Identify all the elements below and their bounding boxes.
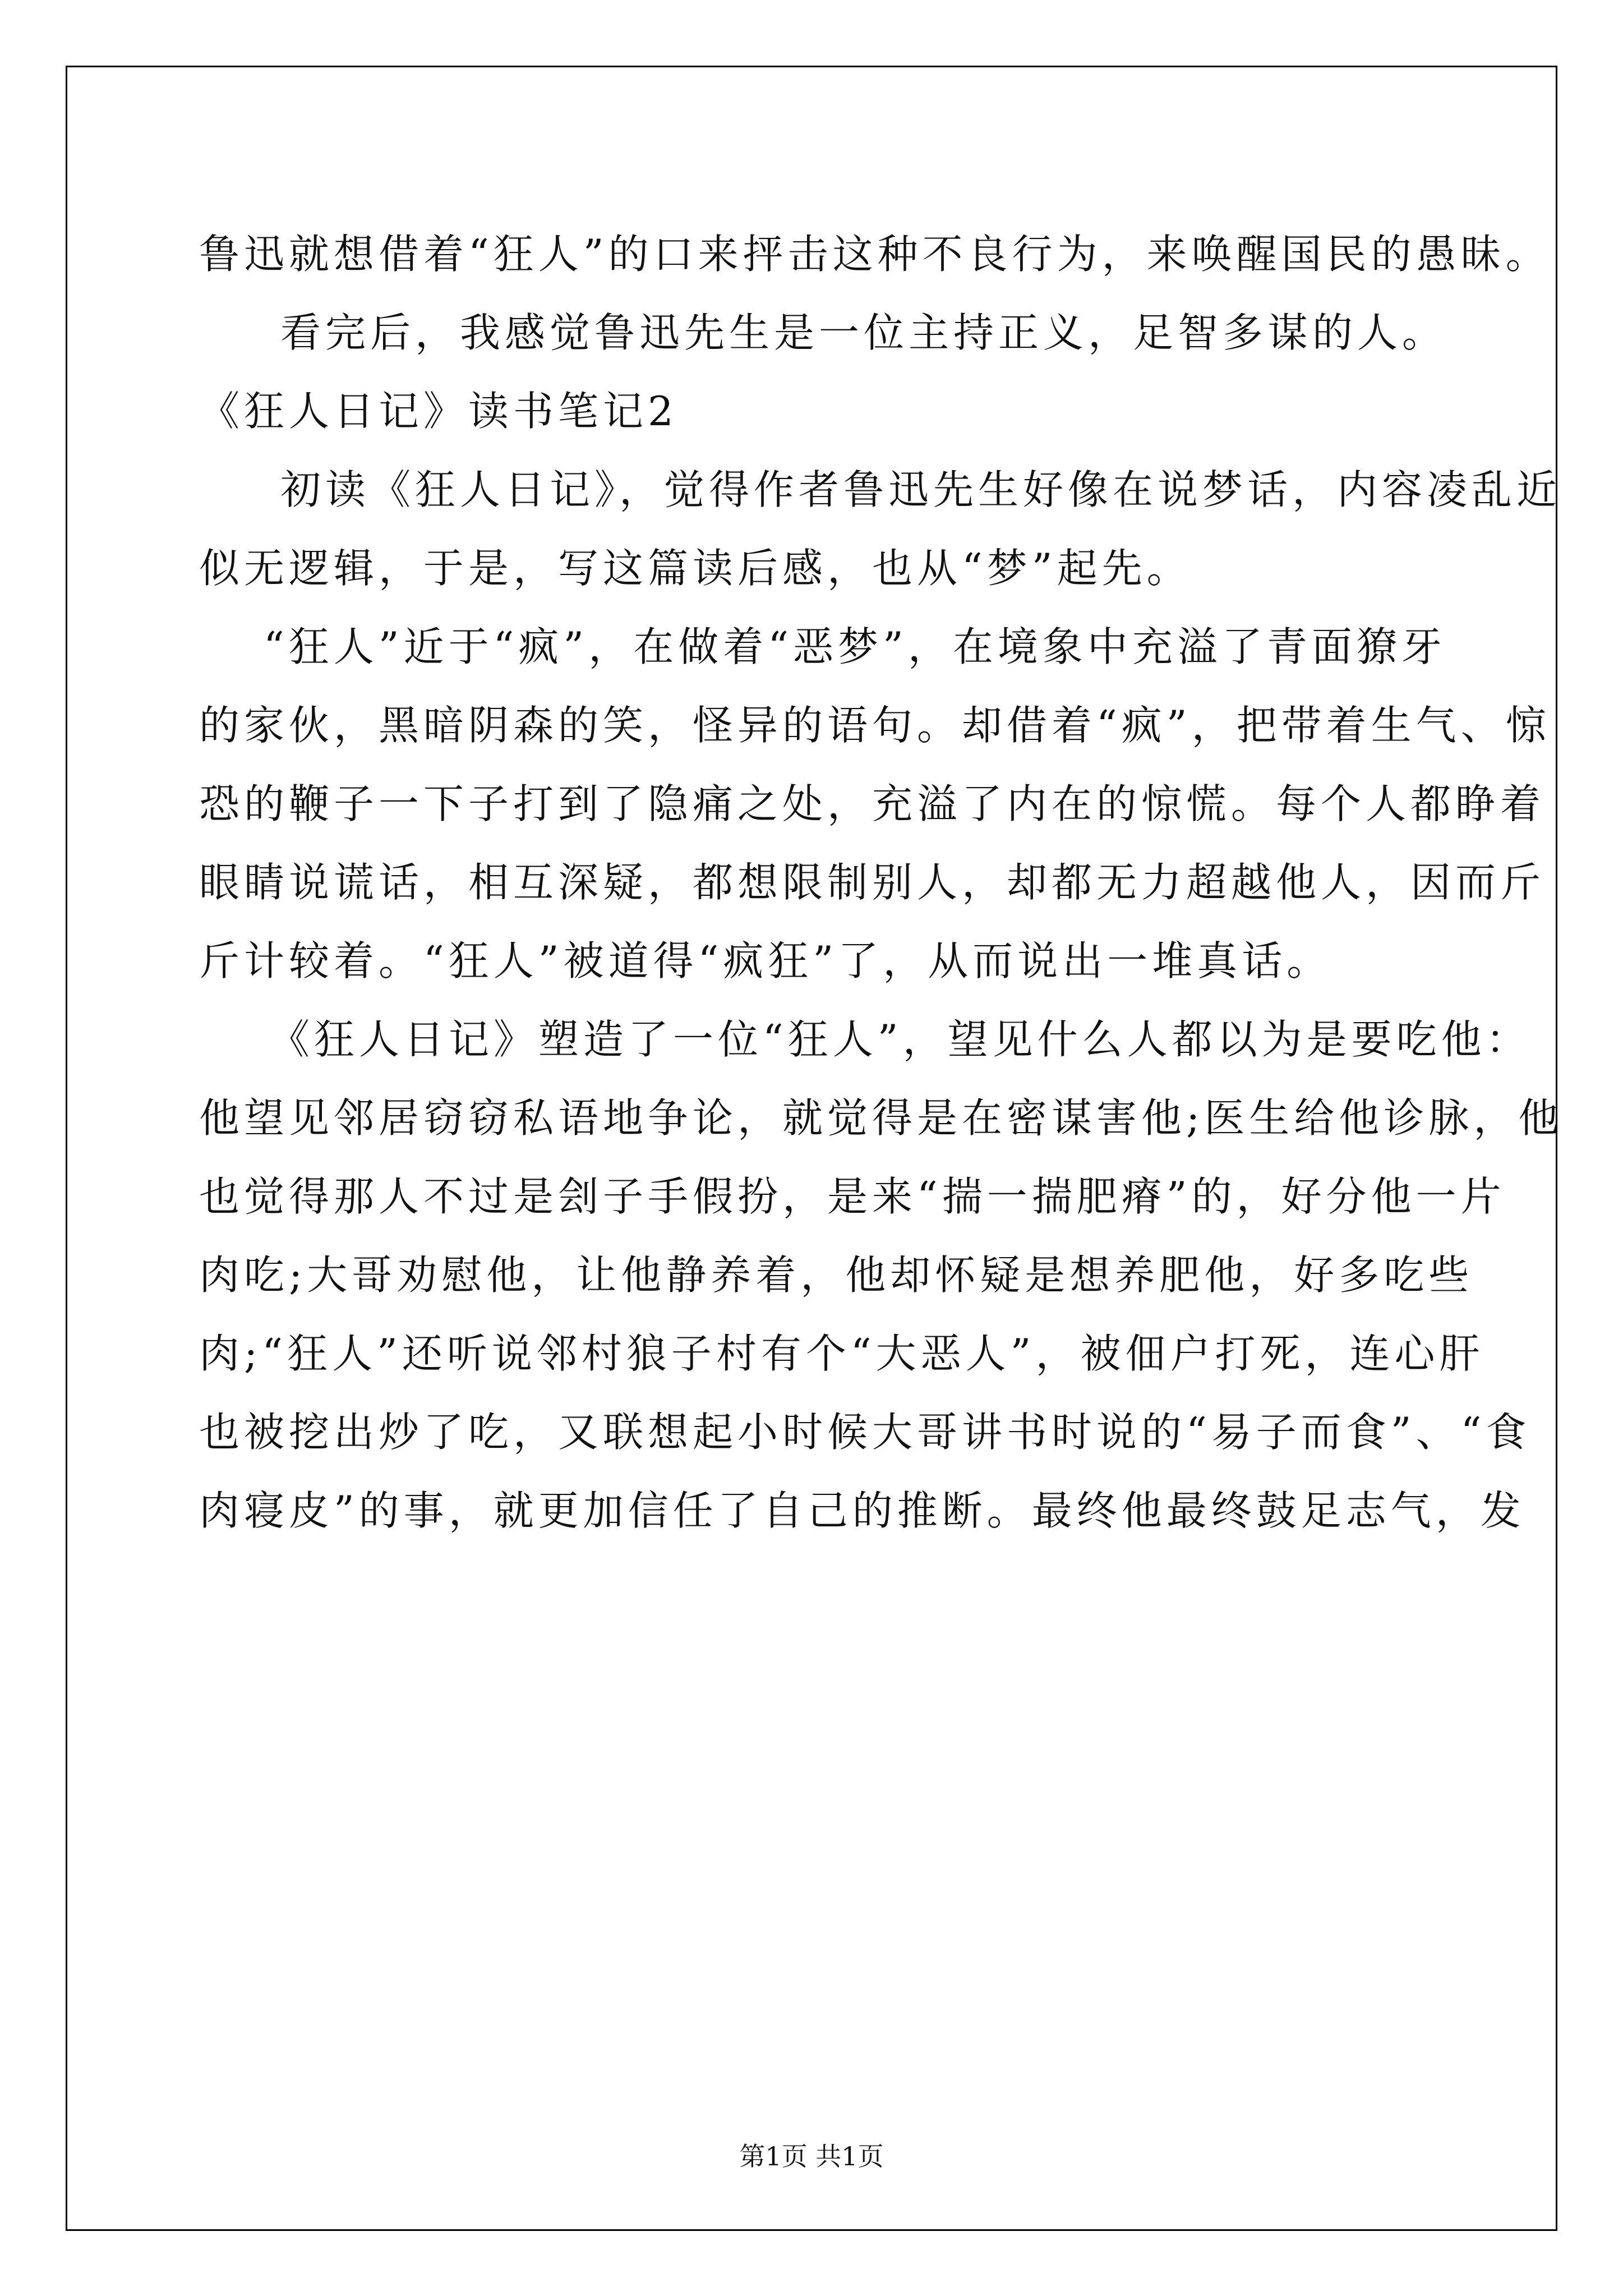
text-line: 的家伙，黑暗阴森的笑，怪异的语句。却借着“疯”，把带着生气、惊 [199,702,1551,749]
page-number: 第1页 共1页 [739,2141,884,2171]
text-line: 似无逻辑，于是，写这篇读后感，也从“梦”起先。 [199,545,1192,592]
section-heading: 《狂人日记》读书笔记2 [199,388,678,435]
text-line: 肉寝皮”的事，就更加信任了自己的推断。最终他最终鼓足志气，发 [199,1487,1525,1534]
text-line: 肉;“狂人”还听说邻村狼子村有个“大恶人”，被佃户打死，连心肝 [199,1330,1484,1377]
text-line: 《狂人日记》塑造了一位“狂人”，望见什么人都以为是要吃他： [269,1016,1531,1063]
text-line: 也被挖出炒了吃，又联想起小时候大哥讲书时说的“易子而食”、“食 [199,1409,1531,1456]
text-line: 恐的鞭子一下子打到了隐痛之处，充溢了内在的惊慌。每个人都睁着 [199,780,1546,827]
text-line: 肉吃;大哥劝慰他，让他静养着，他却怀疑是想养肥他，好多吃些 [199,1251,1474,1299]
text-line: 初读《狂人日记》，觉得作者鲁迅先生好像在说梦话，内容凌乱近 [280,466,1562,513]
text-line: 鲁迅就想借着“狂人”的口来抨击这种不良行为，来唤醒国民的愚昧。 [199,231,1551,278]
text-line: “狂人”近于“疯”，在做着“恶梦”，在境象中充溢了青面獠牙 [264,623,1446,670]
text-line: 眼睛说谎话，相互深疑，都想限制别人，却都无力超越他人，因而斤 [199,859,1546,906]
text-line: 斤计较着。“狂人”被道得“疯狂”了，从而说出一堆真话。 [199,937,1332,984]
text-line: 看完后，我感觉鲁迅先生是一位主持正义，足智多谋的人。 [280,309,1447,356]
text-line: 他望见邻居窃窃私语地争论，就觉得是在密谋害他;医生给他诊脉，他 [199,1094,1564,1142]
text-line: 也觉得那人不过是刽子手假扮，是来“揣一揣肥瘠”的，好分他一片 [199,1173,1506,1220]
